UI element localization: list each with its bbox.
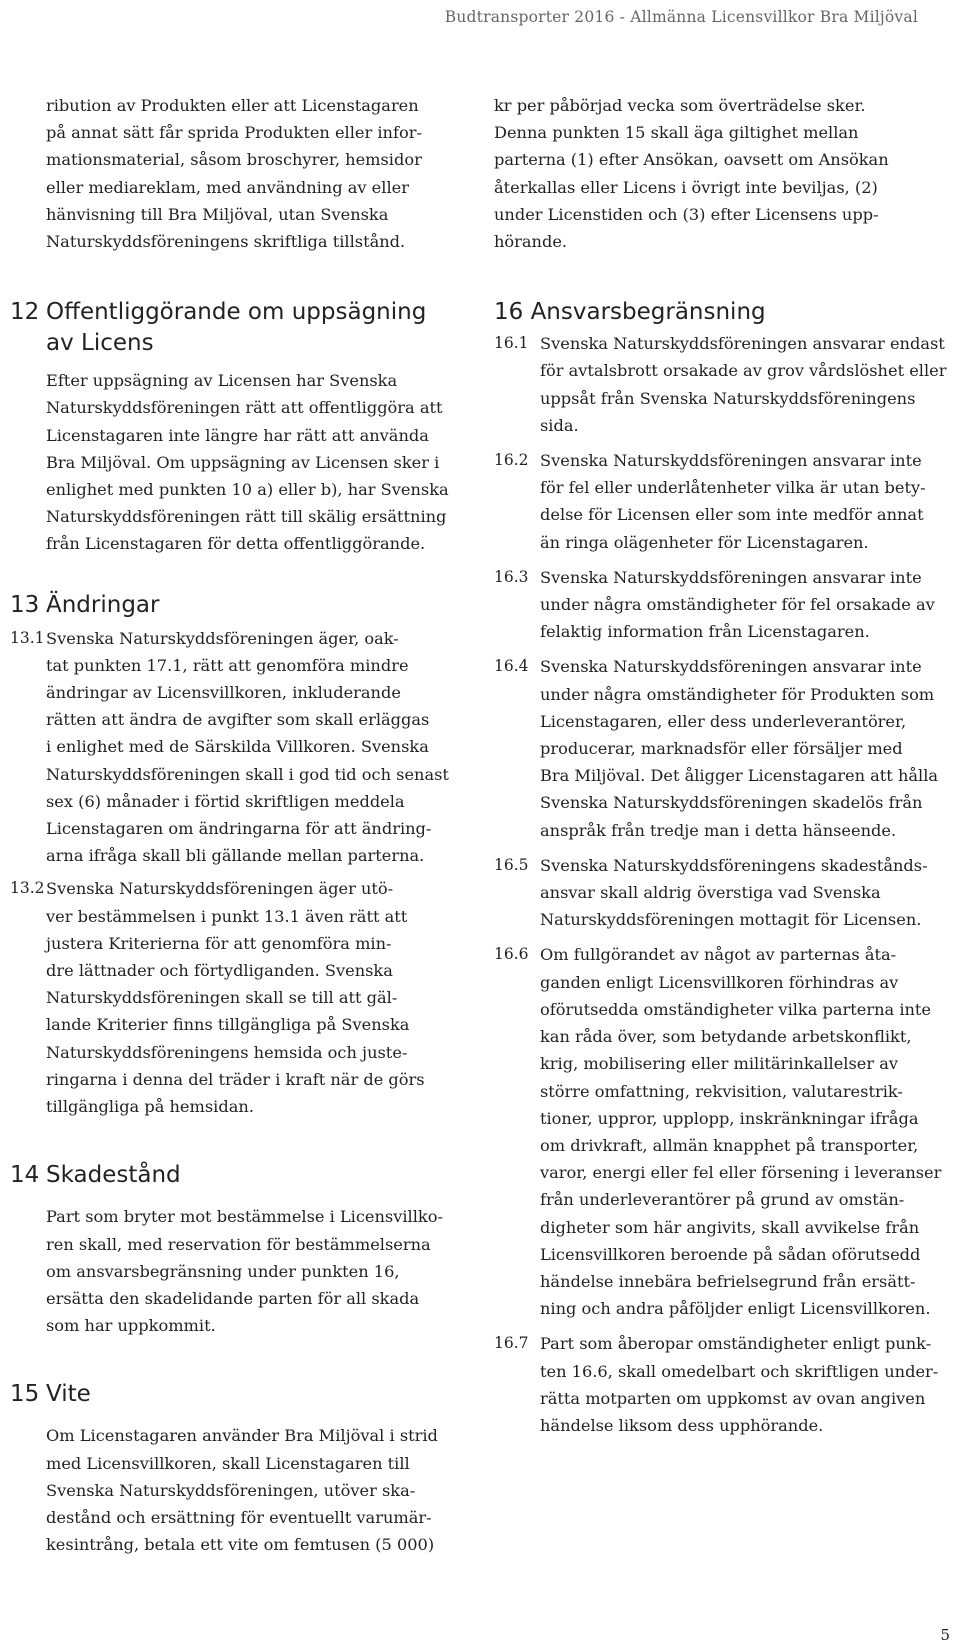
section-16 <box>494 297 960 1439</box>
left-column <box>10 92 450 1558</box>
section-14 <box>10 1160 450 1339</box>
section-15 <box>10 1379 450 1558</box>
section-15-number: 15 <box>10 1381 40 1408</box>
clause-16-2 <box>494 447 960 556</box>
clause-16-3 <box>494 564 960 646</box>
section-12 <box>10 297 450 557</box>
right-intro-paragraph: kr per påbörjad vecka som överträdelse sker. Denna punkten 15 skall äga giltighet mellan parterna (1) efter Ansökan, oavsett om Ansökan återkallas eller Licens i övrigt inte beviljas, (2) under Licenstiden och (3) efter Licensens upp- hörande. <box>494 96 889 252</box>
clause-16-6-text: Om fullgörandet av något av parternas åta- ganden enligt Licensvillkoren förhindras av oförutsedda omständigheter vilka parterna inte kan råda över, som betydande arbetskonflikt, krig, mobilisering eller militärinkallelser av större omfattning, rekvisition, valutarestrik- tioner, uppror, upplopp, inskränkningar ifråga om drivkraft, allmän knapphet på transporter, varor, energi eller fel eller försening i leveranser från underleverantörer på grund av omstän- digheter som här angivits, skall avvikelse från Licensvillkoren beroende på sådan oförutsedd händelse innebära befrielsegrund från ersätt- ning och andra påföljder enligt Licensvillkoren. <box>540 945 942 1319</box>
clause-16-4 <box>494 653 960 843</box>
clause-16-7-text: Part som åberopar omständigheter enligt punk- ten 16.6, skall omedelbart och skriftligen under- rätta motparten om uppkomst av ovan angiven händelse liksom dess upphörande. <box>540 1334 939 1435</box>
clause-13-1 <box>10 625 450 870</box>
left-intro-paragraph: ribution av Produkten eller att Licenstagaren på annat sätt får sprida Produkten eller infor- mationsmaterial, såsom broschyrer, hemsidor eller mediareklam, med användning av eller hänvisning till Bra Miljöval, utan Svenska Naturskyddsföreningens skriftliga tillstånd. <box>46 96 422 252</box>
section-12-number: 12 <box>10 299 40 326</box>
clause-16-1-text: Svenska Naturskyddsföreningen ansvarar endast för avtalsbrott orsakade av grov vårdslöshet eller uppsåt från Svenska Naturskyddsföreningens sida. <box>540 334 947 435</box>
section-13 <box>10 590 450 1121</box>
clause-16-5-number: 16.5 <box>494 855 529 874</box>
clause-16-4-text: Svenska Naturskyddsföreningen ansvarar inte under några omständigheter för Produkten som Licenstagaren, eller dess underleverantörer, producerar, marknadsför eller försäljer med Bra Miljöval. Det åligger Licenstagaren att hålla Svenska Naturskyddsföreningen skadelös från anspråk från tredje man i detta hänseende. <box>540 657 939 840</box>
clause-16-5-text: Svenska Naturskyddsföreningens skadestånds- ansvar skall aldrig överstiga vad Svenska Naturskyddsföreningen mottagit för Licensen. <box>540 855 928 930</box>
clause-16-1-number: 16.1 <box>494 334 529 353</box>
section-15-body: Om Licenstagaren använder Bra Miljöval i strid med Licensvillkoren, skall Licenstagaren till Svenska Naturskyddsföreningen, utöver ska- destånd och ersättning för eventuellt varumär- kesintrång, betala ett vite om femtusen (5 000) <box>46 1426 438 1555</box>
section-14-number: 14 <box>10 1162 40 1189</box>
clause-16-5 <box>494 852 960 934</box>
section-15-title: Vite <box>46 1381 91 1408</box>
section-14-heading <box>10 1160 450 1191</box>
clause-16-4-number: 16.4 <box>494 657 529 676</box>
clause-13-1-number: 13.1 <box>10 628 45 647</box>
clause-16-1 <box>494 330 960 439</box>
section-13-heading <box>10 590 450 621</box>
section-14-body: Part som bryter mot bestämmelse i Licensvillko- ren skall, med reservation för bestämmelserna om ansvarsbegränsning under punkten 16, ersätta den skadelidande parten för all skada som har uppkommit. <box>46 1207 443 1336</box>
clause-13-2-text: Svenska Naturskyddsföreningen äger utö- ver bestämmelsen i punkt 13.1 även rätt att justera Kriterierna för att genomföra min- dre lättnader och förtydliganden. Svenska Naturskyddsföreningen skall se till att gäl- lande Kriterier finns tillgängliga på Svenska Naturskyddsföreningens hemsida och juste- ringarna i denna del träder i kraft när de görs tillgängliga på hemsidan. <box>46 879 425 1117</box>
clause-16-3-number: 16.3 <box>494 567 529 586</box>
section-16-heading <box>494 297 960 328</box>
clause-16-3-text: Svenska Naturskyddsföreningen ansvarar inte under några omständigheter för fel orsakade av felaktig information från Licenstagaren. <box>540 567 935 642</box>
clause-16-2-text: Svenska Naturskyddsföreningen ansvarar inte för fel eller underlåtenheter vilka är utan bety- delse för Licensen eller som inte medför annat än ringa olägenheter för Licenstagaren. <box>540 451 926 552</box>
clause-16-7-number: 16.7 <box>494 1334 529 1353</box>
running-header: Budtransporter 2016 - Allmänna Licensvillkor Bra Miljöval <box>444 8 918 26</box>
clause-13-2-number: 13.2 <box>10 879 45 898</box>
clause-13-2 <box>10 875 450 1120</box>
page-number: 5 <box>940 1626 950 1644</box>
clause-16-7 <box>494 1330 960 1439</box>
section-15-heading <box>10 1379 450 1410</box>
clause-16-6 <box>494 941 960 1322</box>
section-12-heading <box>10 297 450 359</box>
section-12-body: Efter uppsägning av Licensen har Svenska Naturskyddsföreningen rätt att offentliggöra att Licenstagaren inte längre har rätt att använda Bra Miljöval. Om uppsägning av Licensen sker i enlighet med punkten 10 a) eller b), har Svenska Naturskyddsföreningen rätt till skälig ersättning från Licenstagaren för detta offentliggörande. <box>46 371 449 554</box>
section-16-title: 16 Ansvarsbegränsning <box>494 299 766 326</box>
clause-16-6-number: 16.6 <box>494 945 529 964</box>
section-13-number: 13 <box>10 591 40 618</box>
right-column <box>494 92 960 1439</box>
section-12-title: Offentliggörande om uppsägning av Licens <box>46 299 427 357</box>
clause-13-1-text: Svenska Naturskyddsföreningen äger, oak- tat punkten 17.1, rätt att genomföra mindre ändringar av Licensvillkoren, inkluderande rätten att ändra de avgifter som skall erläggas i enlighet med de Särskilda Villkoren. Svenska Naturskyddsföreningen skall i god tid och senast sex (6) månader i förtid skriftligen meddela Licenstagaren om ändringarna för att ändring- arna ifråga skall bli gällande mellan parterna. <box>46 628 449 866</box>
section-13-title: Ändringar <box>46 591 160 618</box>
clause-16-2-number: 16.2 <box>494 451 529 470</box>
section-14-title: Skadestånd <box>46 1162 181 1189</box>
